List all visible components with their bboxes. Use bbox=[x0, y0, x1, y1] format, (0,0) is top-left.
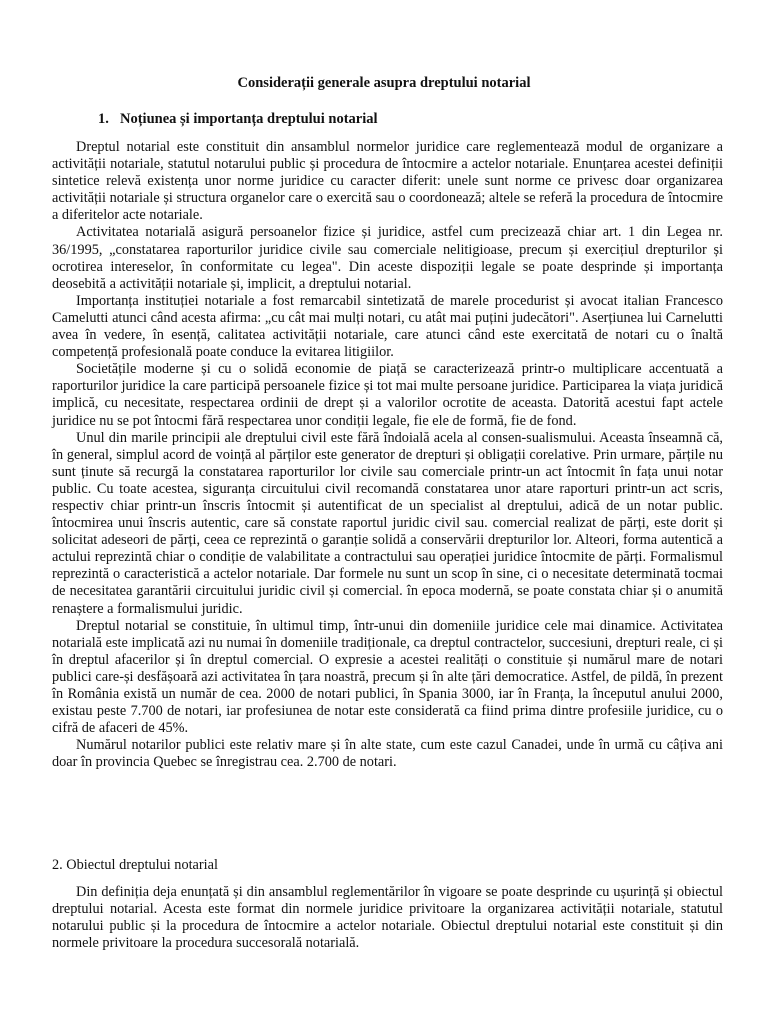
paragraph: Dreptul notarial este constituit din ansamblul normelor juridice care reglementează modul de organizare a activității notariale, statutul notarului public și procedura de întocmire a actelor notariale. Enunțarea acestei definiții sintetice relevă existența unor norme juridice cu caracter diferit: unele sunt norme ce privesc doar organizarea activității notariale și structura organelor care o exercită sau o coordonează; altele se referă la procedura de întocmire a diferitelor acte notariale. bbox=[52, 139, 723, 224]
paragraph: Importanța instituției notariale a fost remarcabil sintetizată de marele procedurist și avocat italian Francesco Camelutti atunci când acesta afirma: „cu cât mai mulți notari, cu atât mai puțini judecători". Aserțiunea lui Carnelutti avea în vedere, în esență, calitatea activității notariale, care atunci când este exercitată de notari cu o înaltă competență profesională poate conduce la evitarea litigiilor. bbox=[52, 292, 723, 361]
section-1-body bbox=[52, 139, 723, 771]
section-2-heading: 2. Obiectul dreptului notarial bbox=[52, 857, 218, 873]
paragraph: Dreptul notarial se constituie, în ultimul timp, într-unui din domeniile juridice cele mai dinamice. Activitatea notarială este implicată azi nu numai în domeniile tradiționale, ca dreptul contractelor, succesiuni, drepturi reale, ci și în dreptul afacerilor și în dreptul comercial. O expresie a acestei realități o constituie și numărul mare de notari publici care-și desfășoară azi activitatea în țara noastră, precum și în alte țări democratice. Astfel, de pildă, în prezent în România există un număr de cea. 2000 de notari publici, în Spania 3000, iar în Franța, la începutul anului 2000, existau peste 7.700 de notari, iar profesiunea de notar este considerată ca fiind prima dintre profesiile juridice, cu o cifră de afaceri de 45%. bbox=[52, 617, 723, 737]
section-1-heading bbox=[98, 111, 378, 128]
section-2-body bbox=[52, 884, 723, 952]
paragraph: Din definiția deja enunțată și din ansamblul reglementărilor în vigoare se poate desprinde cu ușurință și obiectul dreptului notarial. Acesta este format din normele juridice privitoare la organizarea activității notariale, statutul notarului public și la procedura de întocmire a actelor notariale. Obiectul dreptului notarial este constituit și din normele privitoare la procedura succesorală notarială. bbox=[52, 884, 723, 952]
document-title: Considerații generale asupra dreptului notarial bbox=[237, 75, 531, 91]
paragraph: Societățile moderne și cu o solidă economie de piață se caracterizează printr-o multiplicare accentuată a raporturilor juridice la care participă persoanele fizice și tot mai multe persoane juridice. Participarea la viața juridică implică, cu necesitate, respectarea ordinii de drept și a valorilor ocrotite de aceasta. Datorită acestui fapt actele juridice nu se pot întocmi fără respectarea unor condiții legale, fie ele de formă, fie de fond. bbox=[52, 361, 723, 429]
section-1-title: Noțiunea și importanța dreptului notarial bbox=[120, 111, 378, 127]
paragraph: Unul din marile principii ale dreptului civil este fără îndoială acela al consen-sualismului. Aceasta înseamnă că, în general, simplul acord de voință al părților este generator de drepturi și obligații corelative. Prin urmare, părțile nu sunt ținute să recurgă la constatarea raporturilor lor civile sau comerciale printr-un act întocmit în fața unui notar public. Cu toate acestea, siguranța circuitului civil recomandă constatarea unor atare raporturi printr-un act scris, respectiv chiar printr-un înscris întocmit și autentificat de un specialist al dreptului, adică de un notar public. întocmirea unui înscris autentic, care să constate raportul juridic civil sau. comercial realizat de părți, este dorit și solicitat adeseori de părți, ceea ce reprezintă o garanție solidă a conservării drepturilor lor. Alteori, forma autentică a actului reprezintă chiar o condiție de valabilitate a contractului sau operației juridice întocmite de părți. Formalismul reprezintă o caracteristică a actelor notariale. Dar formele nu sunt un scop în sine, ci o necesitate determinată tocmai de necesitatea garantării circuitului juridic civil și comercial. în epoca modernă, se poate constata chiar și o anumită renaștere a formalismului juridic. bbox=[52, 429, 723, 617]
paragraph: Activitatea notarială asigură persoanelor fizice și juridice, astfel cum precizează chiar art. 1 din Legea nr. 36/1995, „constatarea raporturilor juridice civile sau comerciale nelitigioase, precum și exercițiul drepturilor și ocrotirea intereselor, în conformitate cu legea". Din aceste dispoziții legale se poate desprinde și importanța deosebită a activității notariale și, implicit, a dreptului notarial. bbox=[52, 224, 723, 292]
paragraph: Numărul notarilor publici este relativ mare și în alte state, cum este cazul Canadei, unde în urmă cu câțiva ani doar în provincia Quebec se înregistrau cea. 2.700 de notari. bbox=[52, 737, 723, 771]
section-1-number: 1. bbox=[98, 111, 109, 127]
